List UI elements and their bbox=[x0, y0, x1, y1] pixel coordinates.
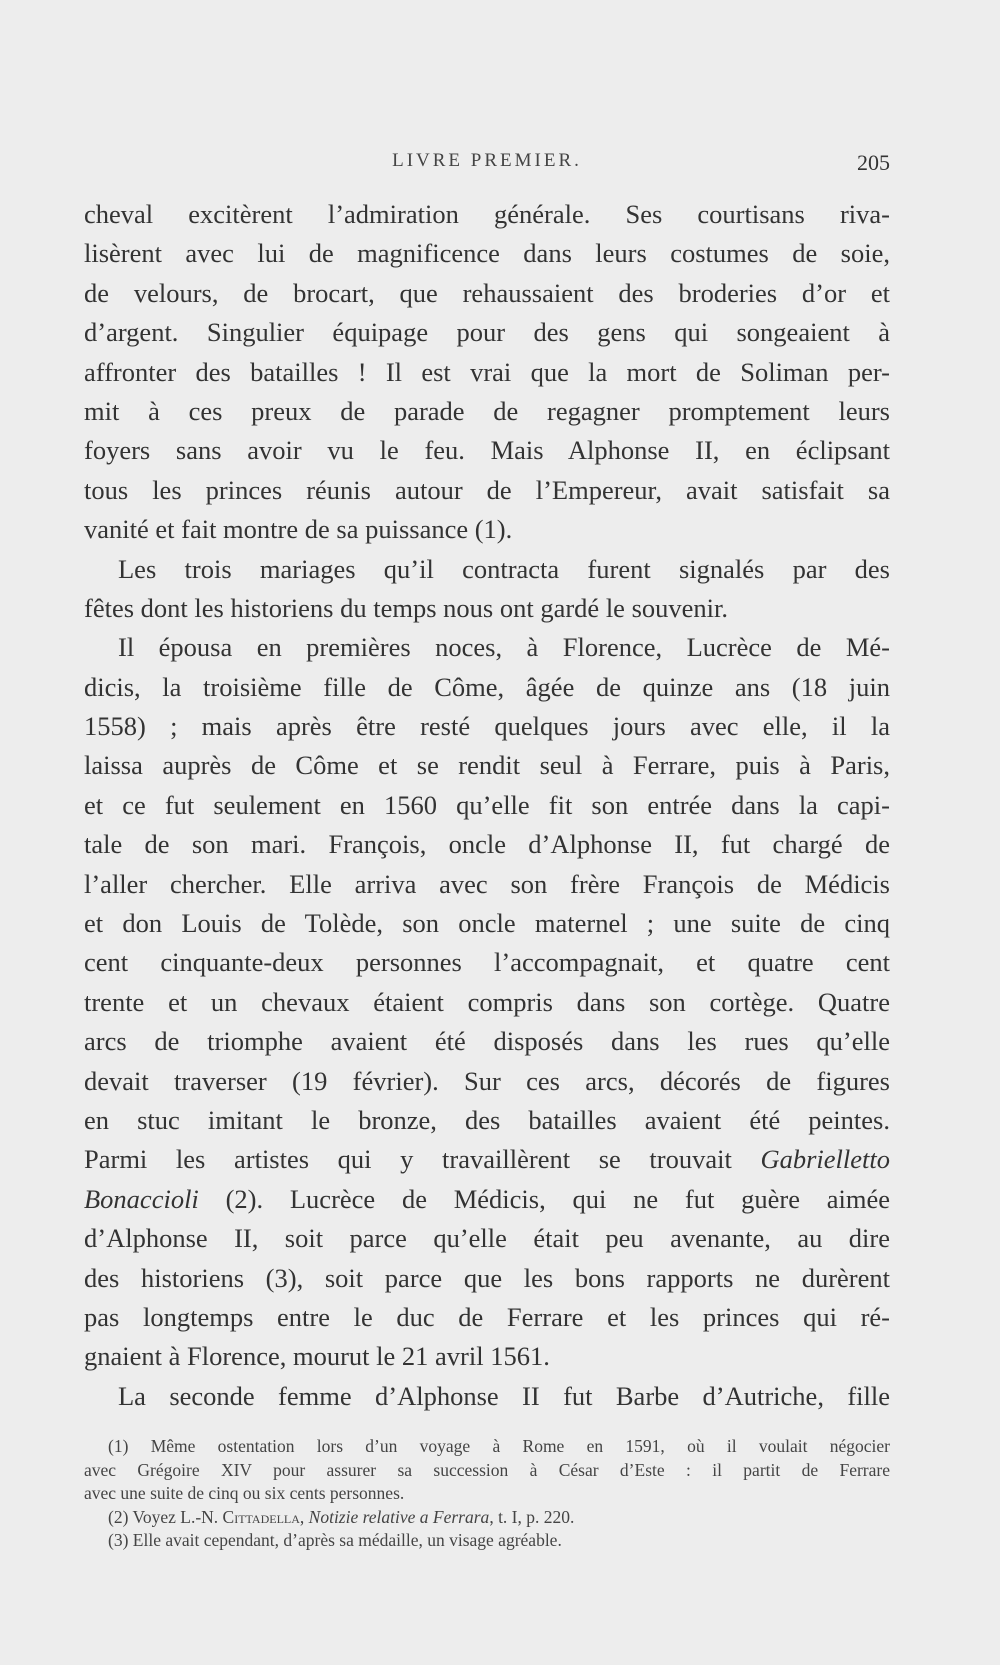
text-line: dicis, la troisième fille de Côme, âgée de quinze ans (18 juin bbox=[84, 671, 890, 702]
text-line: cent cinquante-deux personnes l’accompagnait, et quatre cent bbox=[84, 947, 890, 978]
text-line: pas longtemps entre le duc de Ferrare et les princes qui ré- bbox=[84, 1301, 890, 1332]
text-line: de velours, de brocart, que rehaussaient des broderies d’or et bbox=[84, 277, 890, 308]
text-line: vanité et fait montre de sa puissance (1). bbox=[84, 514, 513, 545]
footnote-1: (1) Même ostentation lors d’un voyage à Rome en 1591, où il voulait négocier bbox=[108, 1436, 890, 1456]
text-line: d’Alphonse II, soit parce qu’elle était peu avenante, au dire bbox=[84, 1223, 890, 1254]
text-line: trente et un chevaux étaient compris dans son cortège. Quatre bbox=[84, 986, 890, 1017]
footnote-1-continued: avec Grégoire XIV pour assurer sa succession à César d’Este : il partit de Ferrare bbox=[84, 1459, 890, 1480]
text-line: gnaient à Florence, mourut le 21 avril 1561. bbox=[84, 1341, 550, 1372]
text-line: La seconde femme d’Alphonse II fut Barbe d’Autriche, fille bbox=[118, 1380, 890, 1411]
text-line: cheval excitèrent l’admiration générale. Ses courtisans riva- bbox=[84, 199, 890, 229]
text-line: devait traverser (19 février). Sur ces arcs, décorés de figures bbox=[84, 1065, 890, 1096]
text-line: arcs de triomphe avaient été disposés dans les rues qu’elle bbox=[84, 1026, 890, 1057]
text-line: fêtes dont les historiens du temps nous ont gardé le souvenir. bbox=[84, 592, 728, 623]
text-line: Les trois mariages qu’il contracta furent signalés par des bbox=[118, 553, 890, 584]
footnote-text: , t. I, p. 220. bbox=[489, 1506, 575, 1527]
text-line: et don Louis de Tolède, son oncle maternel ; une suite de cinq bbox=[84, 908, 890, 939]
footnote-3: (3) Elle avait cependant, d’après sa médaille, un visage agréable. bbox=[108, 1530, 562, 1550]
footnote-1-continued: avec une suite de cinq ou six cents personnes. bbox=[84, 1483, 405, 1503]
text-line bbox=[84, 1180, 890, 1219]
text-line: en stuc imitant le bronze, des batailles avaient été peintes. bbox=[84, 1104, 890, 1135]
footnote-text: , bbox=[299, 1506, 309, 1527]
footnote-2 bbox=[108, 1506, 890, 1530]
text-line: l’aller chercher. Elle arriva avec son frère François de Médicis bbox=[84, 868, 890, 899]
footnote-author: Cittadella bbox=[222, 1506, 300, 1527]
text-line: d’argent. Singulier équipage pour des gens qui songeaient à bbox=[84, 317, 890, 348]
text-line: foyers sans avoir vu le feu. Mais Alphonse II, en éclipsant bbox=[84, 435, 890, 466]
text-line: lisèrent avec lui de magnificence dans leurs costumes de soie, bbox=[84, 238, 890, 269]
text-line: laissa auprès de Côme et se rendit seul à Ferrare, puis à Paris, bbox=[84, 750, 890, 781]
footnote-title: Notizie relative a Ferrara bbox=[308, 1506, 490, 1527]
text-line: 1558) ; mais après être resté quelques jours avec elle, il la bbox=[84, 711, 890, 742]
running-title: LIVRE PREMIER. bbox=[392, 150, 582, 171]
text-line: Il épousa en premières noces, à Florence, Lucrèce de Mé- bbox=[118, 632, 890, 663]
page-number: 205 bbox=[857, 150, 890, 175]
italic-name: Gabrielletto bbox=[760, 1144, 890, 1175]
italic-name: Bonaccioli bbox=[84, 1183, 199, 1214]
text-line bbox=[84, 1140, 890, 1179]
page-header bbox=[84, 150, 890, 180]
text-segment: (2). Lucrèce de Médicis, qui ne fut guère aimée bbox=[198, 1183, 890, 1214]
text-line: affronter des batailles ! Il est vrai que la mort de Soliman per- bbox=[84, 356, 890, 387]
text-line: tale de son mari. François, oncle d’Alphonse II, fut chargé de bbox=[84, 829, 890, 860]
footnotes bbox=[84, 1435, 890, 1553]
text-segment: Parmi les artistes qui y travaillèrent se trouvait bbox=[84, 1144, 732, 1175]
footnote-text: (2) Voyez L.-N. bbox=[108, 1506, 223, 1527]
text-line: tous les princes réunis autour de l’Empereur, avait satisfait sa bbox=[84, 474, 890, 505]
text-line: mit à ces preux de parade de regagner promptement leurs bbox=[84, 395, 890, 426]
text-line: des historiens (3), soit parce que les bons rapports ne durèrent bbox=[84, 1262, 890, 1293]
text-line: et ce fut seulement en 1560 qu’elle fit son entrée dans la capi- bbox=[84, 789, 890, 820]
main-text bbox=[84, 195, 890, 1416]
